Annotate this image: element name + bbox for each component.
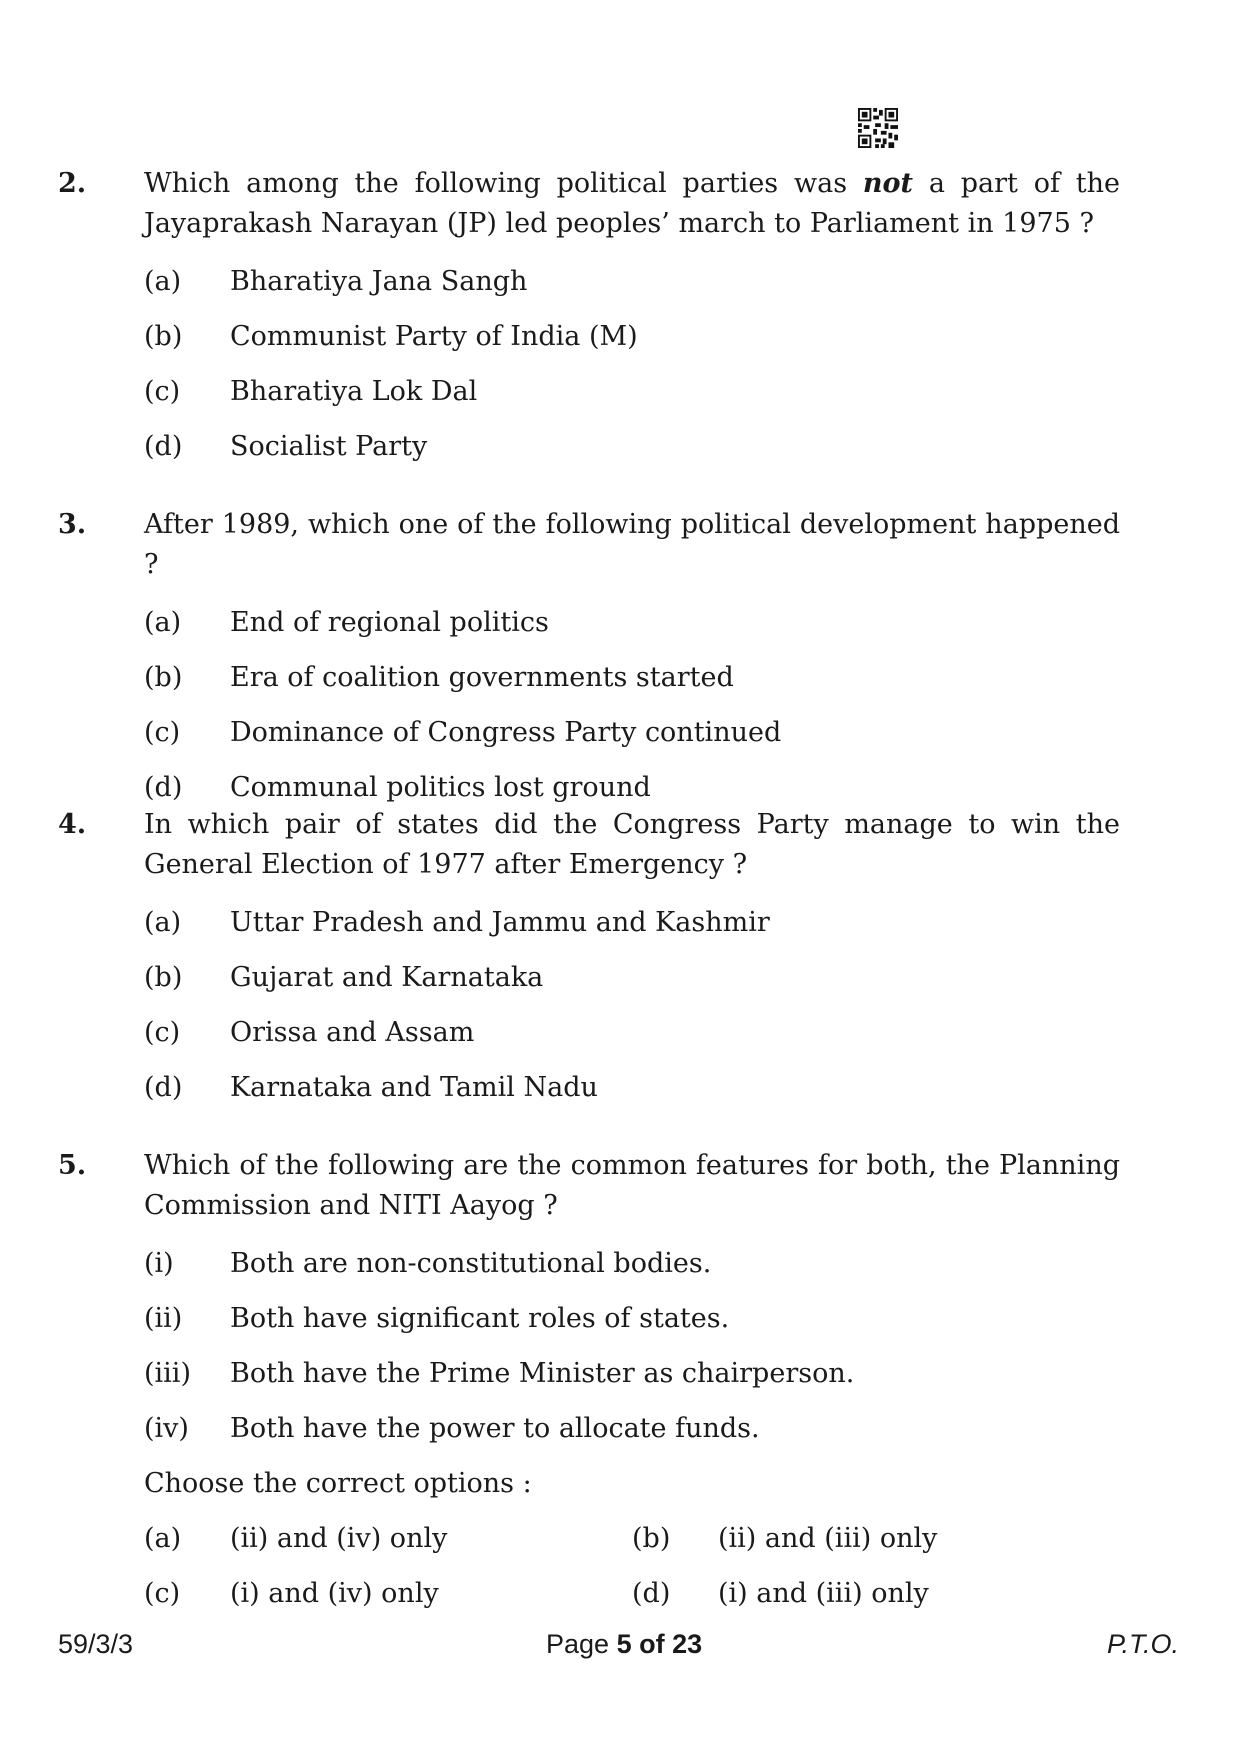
question-number: 3.	[58, 509, 87, 540]
question-text: Which of the following are the common features for both, the Planning Commission and NITI Aayog ?	[144, 1150, 1120, 1221]
option-text: Uttar Pradesh and Jammu and Kashmir	[230, 907, 770, 938]
question-text-emphasis: not	[862, 168, 914, 199]
option-a	[144, 1511, 632, 1566]
options-list	[144, 595, 1120, 815]
option-text: Bharatiya Jana Sangh	[230, 266, 528, 297]
option-text: (ii) and (iii) only	[718, 1523, 938, 1554]
option-text: Karnataka and Tamil Nadu	[230, 1072, 598, 1103]
choose-instruction: Choose the correct options :	[144, 1468, 532, 1499]
question-5	[58, 1146, 1120, 1621]
page-total: 23	[672, 1629, 703, 1659]
question-text: After 1989, which one of the following political development happened ?	[144, 509, 1120, 580]
option-label: (a)	[144, 1523, 182, 1554]
option-label: (c)	[144, 1017, 181, 1048]
option-label: (b)	[144, 962, 183, 993]
options-list	[144, 254, 1120, 474]
option-text: Orissa and Assam	[230, 1017, 475, 1048]
question-text: In which pair of states did the Congress Party manage to win the General Election of 1977 after Emergency ?	[144, 809, 1120, 880]
options-row	[144, 1511, 1120, 1566]
option-label: (b)	[632, 1523, 671, 1554]
statement-ii	[144, 1291, 1120, 1346]
option-c	[144, 364, 1120, 419]
options-row	[144, 1566, 1120, 1621]
statement-text: Both have the Prime Minister as chairperson.	[230, 1358, 855, 1389]
option-text: Era of coalition governments started	[230, 662, 734, 693]
options-list	[144, 895, 1120, 1115]
option-label: (d)	[144, 431, 183, 462]
option-label: (d)	[632, 1578, 671, 1609]
option-c	[144, 1566, 632, 1621]
option-text: Communist Party of India (M)	[230, 321, 638, 352]
option-text: Dominance of Congress Party continued	[230, 717, 782, 748]
option-label: (b)	[144, 662, 183, 693]
option-label: (a)	[144, 907, 182, 938]
option-text: (ii) and (iv) only	[230, 1523, 448, 1554]
statement-label: (i)	[144, 1248, 174, 1279]
question-3	[58, 505, 1120, 815]
question-text	[144, 164, 1120, 244]
option-text: Gujarat and Karnataka	[230, 962, 544, 993]
question-number: 5.	[58, 1150, 87, 1181]
pto-label: P.T.O.	[1106, 1629, 1179, 1659]
option-b	[144, 950, 1120, 1005]
option-a	[144, 895, 1120, 950]
statement-label: (ii)	[144, 1303, 183, 1334]
option-b	[144, 650, 1120, 705]
statement-label: (iv)	[144, 1413, 189, 1444]
question-number: 4.	[58, 809, 87, 840]
option-d	[144, 1060, 1120, 1115]
statement-text: Both have the power to allocate funds.	[230, 1413, 760, 1444]
option-text: Socialist Party	[230, 431, 428, 462]
option-label: (b)	[144, 321, 183, 352]
option-label: (d)	[144, 1072, 183, 1103]
question-number: 2.	[58, 168, 87, 199]
option-text: Communal politics lost ground	[230, 772, 651, 803]
option-label: (d)	[144, 772, 183, 803]
option-label: (a)	[144, 607, 182, 638]
page-prefix: Page	[546, 1629, 610, 1659]
paper-code: 59/3/3	[58, 1629, 134, 1659]
option-c	[144, 1005, 1120, 1060]
question-4	[58, 805, 1120, 1115]
option-a	[144, 254, 1120, 309]
option-text: (i) and (iv) only	[230, 1578, 439, 1609]
page-current: 5	[616, 1629, 632, 1659]
statement-text: Both are non-constitutional bodies.	[230, 1248, 712, 1279]
question-text-part: a part of the Jayaprakash Narayan (JP) led peoples’ march to Parliament in 1975 ?	[144, 168, 1120, 239]
option-label: (c)	[144, 1578, 181, 1609]
page-of: of	[639, 1629, 665, 1659]
option-text: (i) and (iii) only	[718, 1578, 929, 1609]
option-text: End of regional politics	[230, 607, 549, 638]
page-number	[546, 1628, 702, 1660]
option-d	[632, 1566, 1120, 1621]
question-2	[58, 164, 1120, 474]
option-c	[144, 705, 1120, 760]
statements-list	[144, 1236, 1120, 1456]
statement-i	[144, 1236, 1120, 1291]
option-label: (c)	[144, 717, 181, 748]
question-text-part: Which among the following political parties was	[144, 168, 848, 199]
option-text: Bharatiya Lok Dal	[230, 376, 478, 407]
statement-text: Both have significant roles of states.	[230, 1303, 730, 1334]
statement-iii	[144, 1346, 1120, 1401]
option-d	[144, 419, 1120, 474]
statement-label: (iii)	[144, 1358, 191, 1389]
statement-iv	[144, 1401, 1120, 1456]
option-b	[144, 309, 1120, 364]
option-a	[144, 595, 1120, 650]
option-label: (c)	[144, 376, 181, 407]
options-grid	[144, 1511, 1120, 1621]
option-b	[632, 1511, 1120, 1566]
qr-code-icon	[858, 108, 898, 148]
option-label: (a)	[144, 266, 182, 297]
